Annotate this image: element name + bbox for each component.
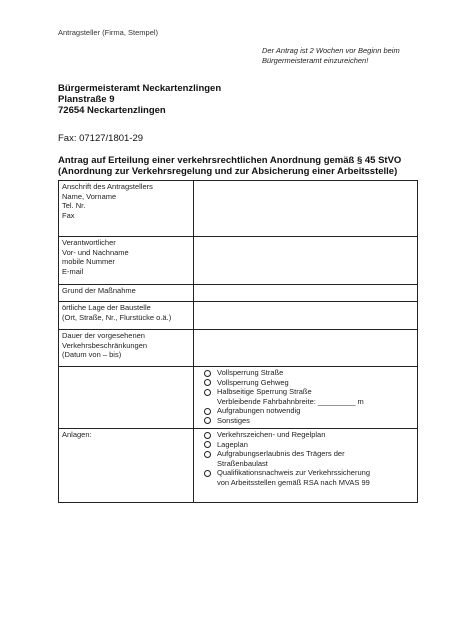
attachment-qualification-proof[interactable]: Qualifikationsnachweis zur Verkehrssicherung von Arbeitsstellen gemäß RSA nach MVAS 99 — [204, 468, 414, 487]
attachments-options — [197, 430, 414, 487]
site-location-field[interactable] — [194, 302, 418, 330]
form-row-location — [59, 302, 418, 330]
submission-deadline-note: Der Antrag ist 2 Wochen vor Beginn beim Bürgermeisteramt einzureichen! — [262, 46, 400, 65]
attachments-cell — [194, 429, 418, 503]
radio-circle-icon[interactable] — [204, 432, 211, 439]
option-half-road-closure[interactable]: Halbseitige Sperrung Straße Verbleibende Fahrbahnbreite: _________ m — [204, 387, 414, 406]
attachments-label: Anlagen: — [59, 429, 194, 503]
radio-circle-icon[interactable] — [204, 470, 211, 477]
applicant-address-field[interactable] — [194, 181, 418, 237]
measures-label-cell — [59, 367, 194, 429]
responsible-person-label: Verantwortlicher Vor- und Nachname mobile Nummer E-mail — [59, 237, 194, 285]
form-row-applicant — [59, 181, 418, 237]
option-sidewalk-closure[interactable]: Vollsperrung Gehweg — [204, 378, 414, 388]
reason-label: Grund der Maßnahme — [59, 285, 194, 302]
site-location-label: örtliche Lage der Baustelle (Ort, Straße, Nr., Flurstücke o.ä.) — [59, 302, 194, 330]
remaining-lane-width: Verbleibende Fahrbahnbreite: _________ m — [217, 396, 364, 406]
address-line-city: 72654 Neckartenzlingen — [58, 105, 166, 116]
attachment-excavation-permit[interactable]: Aufgrabungserlaubnis des Trägers der Straßenbaulast — [204, 449, 414, 468]
radio-circle-icon[interactable] — [204, 417, 211, 424]
form-title — [58, 155, 401, 177]
duration-label: Dauer der vorgesehenen Verkehrsbeschränkungen (Datum von – bis) — [59, 330, 194, 367]
address-line-street: Planstraße 9 — [58, 94, 115, 105]
applicant-address-label: Anschrift des Antragstellers Name, Vorname Tel. Nr. Fax — [59, 181, 194, 237]
option-full-road-closure[interactable]: Vollsperrung Straße — [204, 368, 414, 378]
measures-options — [197, 368, 414, 425]
reason-field[interactable] — [194, 285, 418, 302]
fax-number: Fax: 07127/1801-29 — [58, 133, 144, 144]
attachment-site-plan[interactable]: Lageplan — [204, 440, 414, 450]
radio-circle-icon[interactable] — [204, 441, 211, 448]
option-other[interactable]: Sonstiges — [204, 416, 414, 426]
radio-circle-icon[interactable] — [204, 408, 211, 415]
responsible-person-field[interactable] — [194, 237, 418, 285]
address-line-authority: Bürgermeisteramt Neckartenzlingen — [58, 83, 222, 94]
form-row-attachments — [59, 429, 418, 503]
attachment-traffic-sign-plan[interactable]: Verkehrszeichen- und Regelplan — [204, 430, 414, 440]
form-row-responsible — [59, 237, 418, 285]
form-title-line-2: (Anordnung zur Verkehrsregelung und zur Absicherung einer Arbeitsstelle) — [58, 166, 398, 177]
measures-cell — [194, 367, 418, 429]
radio-circle-icon[interactable] — [204, 389, 211, 396]
recipient-address — [58, 83, 221, 116]
radio-circle-icon[interactable] — [204, 379, 211, 386]
option-excavation-required[interactable]: Aufgrabungen notwendig — [204, 406, 414, 416]
form-row-duration — [59, 330, 418, 367]
radio-circle-icon[interactable] — [204, 451, 211, 458]
duration-field[interactable] — [194, 330, 418, 367]
form-row-measures — [59, 367, 418, 429]
form-row-reason — [59, 285, 418, 302]
radio-circle-icon[interactable] — [204, 370, 211, 377]
form-title-line-1: Antrag auf Erteilung einer verkehrsrechtlichen Anordnung gemäß § 45 StVO — [58, 155, 402, 166]
applicant-stamp-label: Antragsteller (Firma, Stempel) — [58, 28, 159, 37]
application-form-table — [58, 180, 418, 503]
